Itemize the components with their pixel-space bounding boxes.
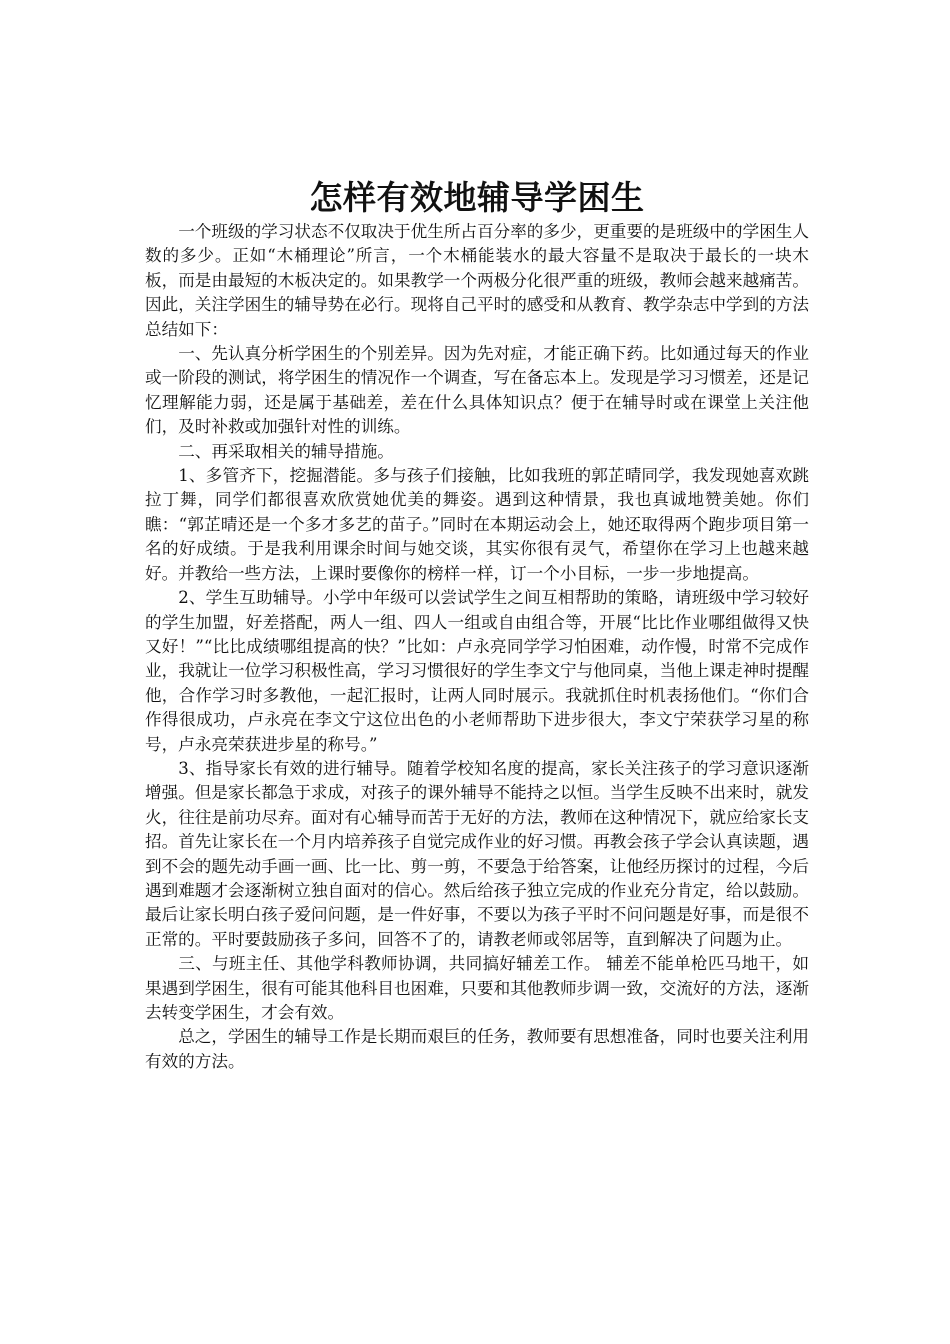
document-title: 怎样有效地辅导学困生	[309, 178, 645, 217]
paragraph-section-1: 一、先认真分析学困生的个别差异。因为先对症，才能正确下药。比如通过每天的作业或一阶段的测试，将学困生的情况作一个调查，写在备忘本上。发现是学习习惯差，还是记忆理解能力弱，还是属于基础差，差在什么具体知识点？便于在辅导时或在课堂上关注他们，及时补救或加强针对性的训练。	[145, 344, 809, 437]
paragraph-intro: 一个班级的学习状态不仅取决于优生所占百分率的多少，更重要的是班级中的学困生人数的多少。正如“木桶理论”所言，一个木桶能装水的最大容量不是取决于最长的一块木板，而是由最短的木板决定的。如果教学一个两极分化很严重的班级，教师会越来越痛苦。因此，关注学困生的辅导势在必行。现将自己平时的感受和从教育、教学杂志中学到的方法总结如下：	[145, 222, 809, 339]
paragraph-section-3: 三、与班主任、其他学科教师协调，共同搞好辅差工作。 辅差不能单枪匹马地干，如果遇到学困生，很有可能其他科目也困难，只要和其他教师步调一致，交流好的方法，逐渐去转变学困生，才会有效。	[145, 954, 809, 1022]
paragraph-conclusion: 总之，学困生的辅导工作是长期而艰巨的任务，教师要有思想准备，同时也要关注利用有效的方法。	[145, 1027, 809, 1071]
paragraph-section-2-heading: 二、再采取相关的辅导措施。	[178, 441, 394, 461]
document-body	[145, 176, 809, 1074]
paragraph-item-3: 3、指导家长有效的进行辅导。随着学校知名度的提高，家长关注孩子的学习意识逐渐增强。但是家长都急于求成，对孩子的课外辅导不能持之以恒。当学生反映不出来时，就发火，往往是前功尽弃。面对有心辅导而苦于无好的方法，教师在这种情况下，就应给家长支招。首先让家长在一个月内培养孩子自觉完成作业的好习惯。再教会孩子学会认真读题，遇到不会的题先动手画一画、比一比、剪一剪，不要急于给答案，让他经历探讨的过程，今后遇到难题才会逐渐树立独自面对的信心。然后给孩子独立完成的作业充分肯定，给以鼓励。最后让家长明白孩子爱问问题，是一件好事，不要以为孩子平时不问问题是好事，而是很不正常的。平时要鼓励孩子多问，回答不了的，请教老师或邻居等，直到解决了问题为止。	[145, 758, 809, 949]
paragraph-item-1: 1、多管齐下，挖掘潜能。多与孩子们接触，比如我班的郭芷晴同学，我发现她喜欢跳拉丁舞，同学们都很喜欢欣赏她优美的舞姿。遇到这种情景，我也真诚地赞美她。你们瞧：“郭芷晴还是一个多才多艺的苗子。”同时在本期运动会上，她还取得两个跑步项目第一名的好成绩。于是我利用课余时间与她交谈，其实你很有灵气，希望你在学习上也越来越好。并教给一些方法，上课时要像你的榜样一样，订一个小目标，一步一步地提高。	[145, 466, 809, 583]
paragraph-item-2: 2、学生互助辅导。小学中年级可以尝试学生之间互相帮助的策略，请班级中学习较好的学生加盟，好差搭配，两人一组、四人一组或自由组合等，开展“比比作业哪组做得又快又好！”“比比成绩哪组提高的快？”比如：卢永亮同学学习怕困难，动作慢，时常不完成作业，我就让一位学习积极性高，学习习惯很好的学生李文宁与他同桌，当他上课走神时提醒他，合作学习时多教他，一起汇报时，让两人同时展示。我就抓住时机表扬他们。“你们合作得很成功，卢永亮在李文宁这位出色的小老师帮助下进步很大，李文宁荣获学习星的称号，卢永亮荣获进步星的称号。”	[145, 588, 809, 754]
